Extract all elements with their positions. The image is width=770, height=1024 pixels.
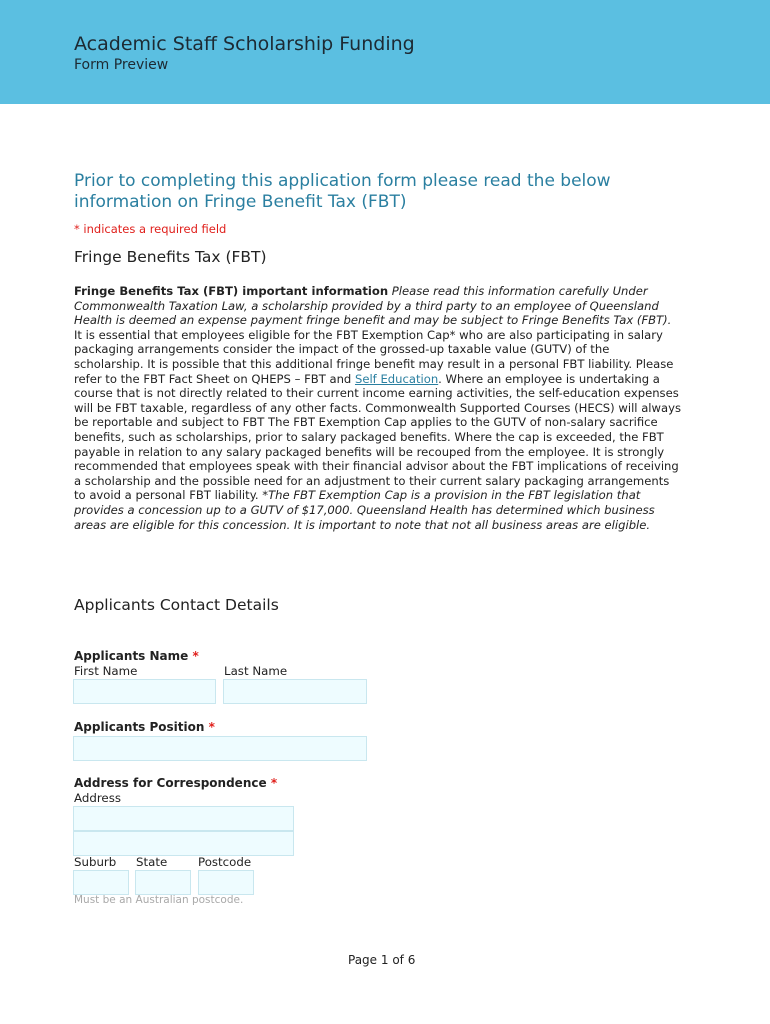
applicants-name-label-text: Applicants Name [74,649,189,663]
form-header [0,0,770,104]
applicants-position-input[interactable] [73,736,367,761]
applicants-position-label [74,720,215,734]
fbt-information-text [74,284,682,532]
last-name-label: Last Name [224,664,288,678]
form-title: Academic Staff Scholarship Funding [74,33,415,55]
first-name-label: First Name [74,664,138,678]
address-label: Address [74,791,121,805]
first-name-input[interactable] [73,679,216,704]
fbt-section-heading: Fringe Benefits Tax (FBT) [74,248,267,266]
state-label: State [136,855,168,869]
suburb-label: Suburb [74,855,117,869]
required-star: * [270,776,278,790]
address-line-1-input[interactable] [73,806,294,831]
intro-heading: Prior to completing this application form please read the below information on Fringe Benefit Tax (FBT) [74,171,611,212]
fbt-italic-intro: Please read this information carefully Under Commonwealth Taxation Law, a scholarship provided by a third party to an employee of Queensland Health is deemed an expense payment fringe benefit and may be subject to Fringe Benefits Tax (FBT). [74,284,672,328]
suburb-input[interactable] [73,870,129,895]
address-correspondence-label-text: Address for Correspondence [74,776,267,790]
fbt-lead-bold: Fringe Benefits Tax (FBT) important information [74,284,389,298]
postcode-label: Postcode [198,855,252,869]
required-star: * [192,649,199,663]
form-subtitle: Form Preview [74,57,169,73]
fbt-body-text-1: It is essential that employees eligible for the FBT Exemption Cap* who are also participating in salary packaging arrangements consider the impact of the grossed-up taxable value (GUTV) of the scholarship. It is possible that this additional fringe benefit may result in a personal FBT liability. Please refer to the FBT Fact Sheet on QHEPS – FBT and [74,327,674,386]
fbt-body-text-2: . Where an employee is undertaking a course that is not directly related to their current income earning activities, the self-education expenses will be FBT taxable, regardless of any other facts. Commonwealth Supported Courses (HECS) will always be reportable and subject to FBT The FBT Exemption Cap applies to the GUTV of non-salary sacrifice benefits, such as scholarships, prior to salary packaged benefits. Where the cap is exceeded, the FBT payable in relation to any salary packaged benefits will be recouped from the employee. It is strongly recommended that employees speak with their financial advisor about the FBT implications of receiving a scholarship and the possible need for an adjustment to their current salary packaging arrangements to avoid a personal FBT liability. [74,371,682,503]
address-line-2-input[interactable] [73,831,294,856]
address-correspondence-label [74,776,277,790]
applicants-name-label [74,649,199,663]
required-field-note: * indicates a required field [74,222,227,236]
postcode-input[interactable] [198,870,254,895]
fbt-exemption-cap-note: *The FBT Exemption Cap is a provision in the FBT legislation that provides a concession up to a GUTV of $17,000. Queensland Health has determined which business areas are eligible for this concession. It is important to note that not all business areas are eligible. [74,488,655,532]
postcode-hint: Must be an Australian postcode. [74,894,244,906]
applicants-position-label-text: Applicants Position [74,720,205,734]
contact-section-heading: Applicants Contact Details [74,596,279,614]
self-education-link[interactable]: Self Education [354,371,439,386]
required-star: * [208,720,215,734]
last-name-input[interactable] [223,679,367,704]
state-input[interactable] [135,870,191,895]
page-indicator: Page 1 of 6 [348,953,416,967]
